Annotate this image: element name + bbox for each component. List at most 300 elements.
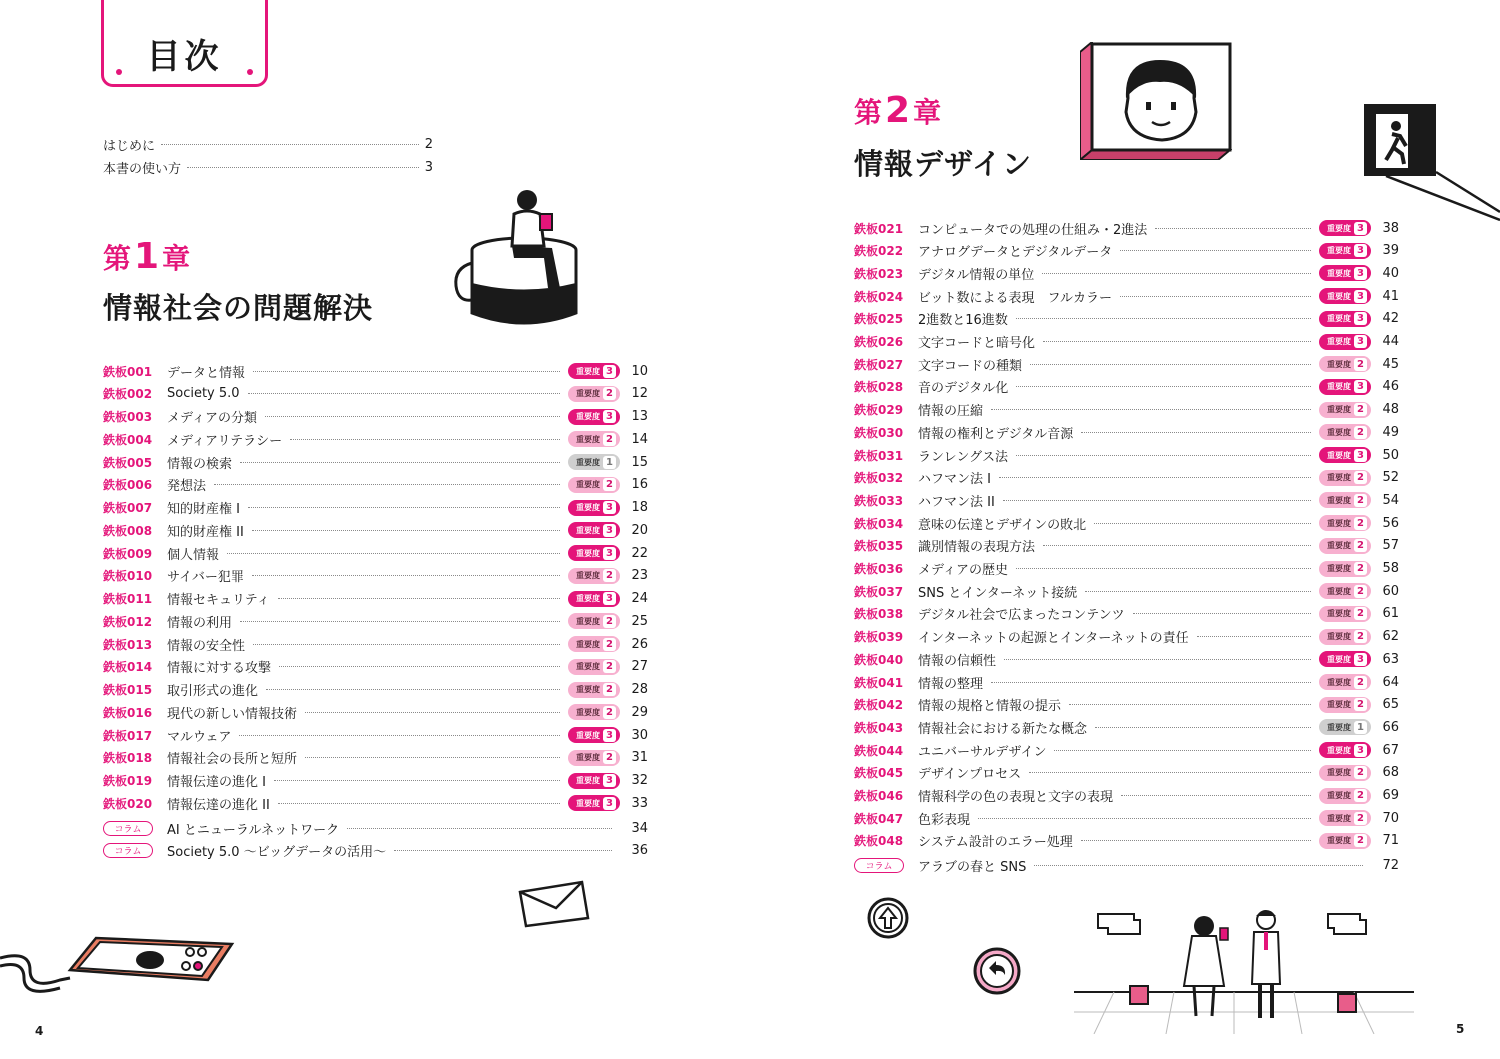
importance-badge: 重要度 3 xyxy=(1319,243,1371,259)
entry-page: 69 xyxy=(1382,788,1399,803)
column-page: 36 xyxy=(631,843,648,859)
entry-title: メディアの分類 xyxy=(167,411,257,426)
toc-entry[interactable] xyxy=(854,400,1399,420)
importance-level: 2 xyxy=(603,683,616,696)
leader-dots xyxy=(1094,523,1311,524)
entry-title: 情報の権利とデジタル音源 xyxy=(918,426,1074,442)
leader-dots xyxy=(1016,318,1311,319)
entry-code: 鉄板047 xyxy=(854,811,904,826)
entry-page: 66 xyxy=(1382,719,1399,735)
entry-code: 鉄板033 xyxy=(854,493,904,508)
entry-code: 鉄板028 xyxy=(854,380,904,395)
importance-badge: 重要度 3 xyxy=(1319,220,1371,236)
toc-entry[interactable] xyxy=(103,429,648,449)
importance-badge: 重要度 2 xyxy=(1319,833,1371,849)
importance-level: 2 xyxy=(1354,766,1367,779)
entry-title: インターネットの起源とインターネットの責任 xyxy=(918,631,1189,647)
importance-badge: 重要度 2 xyxy=(1319,810,1371,826)
entry-title: システム設計のエラー処理 xyxy=(918,835,1073,851)
toc-entry[interactable] xyxy=(854,717,1399,737)
importance-badge: 重要度 1 xyxy=(568,454,620,470)
importance-level: 3 xyxy=(1354,244,1367,257)
entry-page: 14 xyxy=(631,431,648,447)
entry-code: 鉄板043 xyxy=(854,720,904,735)
importance-level: 1 xyxy=(603,456,616,469)
toc-entry[interactable] xyxy=(103,543,648,563)
importance-level: 3 xyxy=(1354,449,1367,462)
importance-level: 3 xyxy=(1354,312,1367,325)
leader-dots xyxy=(187,167,419,168)
entry-code: 鉄板048 xyxy=(854,834,904,849)
entry-title: デジタル情報の単位 xyxy=(918,267,1035,283)
entry-title: デジタル社会で広まったコンテンツ xyxy=(918,608,1125,624)
toc-entry[interactable] xyxy=(103,657,648,677)
importance-level: 2 xyxy=(603,387,616,400)
entry-page: 62 xyxy=(1382,629,1399,645)
leader-dots xyxy=(253,644,560,645)
entry-code: 鉄板024 xyxy=(854,289,904,304)
page-title: 目次 xyxy=(146,37,223,77)
up-arrow-icon xyxy=(866,896,910,940)
importance-level: 2 xyxy=(1354,676,1367,689)
entry-title: コンピュータでの処理の仕組み・2進法 xyxy=(918,222,1148,238)
importance-level: 3 xyxy=(603,592,616,605)
entry-title: 情報に対する攻撃 xyxy=(167,661,272,677)
leader-dots xyxy=(1069,704,1311,705)
importance-level: 3 xyxy=(1354,744,1367,757)
importance-level: 2 xyxy=(603,569,616,582)
leader-dots xyxy=(1081,432,1311,433)
entry-title: 色彩表現 xyxy=(918,812,971,828)
importance-badge: 重要度 2 xyxy=(568,613,620,629)
importance-badge: 重要度 2 xyxy=(1319,674,1371,690)
entry-page: 24 xyxy=(631,591,648,606)
importance-badge: 重要度 2 xyxy=(1319,765,1371,781)
toc-entry[interactable] xyxy=(103,407,648,427)
importance-level: 2 xyxy=(1354,834,1367,847)
leader-dots xyxy=(1081,840,1311,841)
importance-badge: 重要度 2 xyxy=(1319,402,1371,418)
entry-code: 鉄板046 xyxy=(854,789,904,803)
importance-level: 3 xyxy=(603,797,616,810)
toc-entry[interactable] xyxy=(854,263,1399,283)
importance-badge: 重要度 2 xyxy=(1319,788,1371,804)
entry-title: ユニバーサルデザイン xyxy=(918,744,1047,760)
column-entry[interactable] xyxy=(103,818,648,838)
entry-code: 鉄板020 xyxy=(103,796,153,811)
importance-level: 3 xyxy=(603,365,616,378)
importance-level: 3 xyxy=(1354,653,1367,666)
entry-page: 29 xyxy=(631,704,648,720)
importance-badge: 重要度 3 xyxy=(1319,379,1371,395)
column-title: Society 5.0 ～ビッグデータの活用～ xyxy=(167,845,387,861)
importance-badge: 重要度 2 xyxy=(1319,697,1371,713)
entry-title: ランレングス法 xyxy=(918,449,1008,465)
column-entry[interactable] xyxy=(103,841,648,861)
leader-dots xyxy=(239,735,560,736)
leader-dots xyxy=(1043,341,1311,342)
leader-dots xyxy=(1121,795,1311,796)
entry-title: ビット数による表現 フルカラー xyxy=(918,290,1112,306)
toc-entry[interactable] xyxy=(103,361,648,381)
leader-dots xyxy=(991,409,1311,410)
leader-dots xyxy=(1016,455,1311,456)
entry-code: 鉄板035 xyxy=(854,539,904,554)
entry-page: 30 xyxy=(631,727,648,743)
toc-entry[interactable] xyxy=(854,695,1399,715)
importance-badge: 重要度 2 xyxy=(1319,629,1371,645)
toc-entry[interactable] xyxy=(854,354,1399,374)
toc-entry[interactable] xyxy=(854,377,1399,397)
toc-entry[interactable] xyxy=(854,309,1399,329)
entry-page: 26 xyxy=(631,636,648,652)
entry-page: 70 xyxy=(1382,810,1399,826)
entry-code: 鉄板008 xyxy=(103,523,153,538)
leader-dots xyxy=(347,828,612,829)
importance-badge: 重要度 2 xyxy=(568,568,620,584)
toc-entry[interactable] xyxy=(854,445,1399,465)
toc-entry[interactable] xyxy=(854,218,1399,238)
toc-entry[interactable] xyxy=(854,831,1399,851)
entry-title: アナログデータとデジタルデータ xyxy=(918,245,1113,261)
entry-page: 45 xyxy=(1382,356,1399,372)
importance-level: 2 xyxy=(1354,812,1367,825)
corner-dot xyxy=(247,69,253,75)
leader-dots xyxy=(1120,296,1311,297)
column-tag: コラム xyxy=(103,821,153,836)
entry-code: 鉄板023 xyxy=(854,266,904,281)
importance-level: 2 xyxy=(603,638,616,651)
entry-page: 48 xyxy=(1382,402,1399,418)
entry-title: SNS とインターネット接続 xyxy=(918,585,1078,601)
entry-page: 38 xyxy=(1382,220,1399,236)
entry-code: 鉄板038 xyxy=(854,607,904,622)
toc-entry[interactable] xyxy=(854,286,1399,306)
toc-entry[interactable] xyxy=(103,793,648,813)
toc-entry[interactable] xyxy=(854,536,1399,556)
entry-title: 個人情報 xyxy=(167,547,220,563)
entry-code: 鉄板029 xyxy=(854,403,904,418)
entry-page: 12 xyxy=(631,386,648,402)
entry-code: 鉄板010 xyxy=(103,569,153,584)
toc-entry[interactable] xyxy=(854,649,1399,669)
entry-page: 49 xyxy=(1382,424,1399,440)
toc-entry[interactable] xyxy=(103,748,648,768)
leader-dots xyxy=(1197,636,1311,637)
entry-title: 意味の伝達とデザインの敗北 xyxy=(918,517,1087,533)
leader-dots xyxy=(1120,250,1311,251)
entry-code: 鉄板003 xyxy=(103,410,153,424)
entry-page: 27 xyxy=(631,659,648,675)
leader-dots xyxy=(1095,727,1311,728)
entry-page: 10 xyxy=(631,363,648,379)
importance-badge: 重要度 2 xyxy=(1319,356,1371,372)
entry-code: 鉄板041 xyxy=(854,675,904,690)
leader-dots xyxy=(278,803,560,804)
importance-badge: 重要度 2 xyxy=(568,431,620,447)
importance-badge: 重要度 3 xyxy=(568,500,620,516)
entry-page: 41 xyxy=(1382,288,1399,304)
entry-code: 鉄板044 xyxy=(854,743,904,758)
importance-badge: 重要度 3 xyxy=(568,727,620,743)
importance-badge: 重要度 3 xyxy=(568,795,620,811)
leader-dots xyxy=(1042,273,1311,274)
intro-item[interactable] xyxy=(103,134,433,154)
entry-code: 鉄板034 xyxy=(854,516,904,531)
leader-dots xyxy=(252,530,560,531)
entry-page: 20 xyxy=(631,522,648,538)
importance-badge: 重要度 2 xyxy=(1319,515,1371,531)
toc-entry[interactable] xyxy=(103,680,648,700)
toc-entry[interactable] xyxy=(854,468,1399,488)
leader-dots xyxy=(1054,750,1311,751)
entry-code: 鉄板022 xyxy=(854,244,904,259)
column-entry[interactable] xyxy=(854,856,1399,876)
entry-page: 18 xyxy=(631,500,648,515)
leader-dots xyxy=(1034,865,1363,866)
importance-level: 3 xyxy=(1354,267,1367,280)
toc-entry[interactable] xyxy=(854,332,1399,352)
entry-page: 44 xyxy=(1382,334,1399,349)
entry-code: 鉄板018 xyxy=(103,751,153,766)
importance-level: 2 xyxy=(1354,494,1367,507)
entry-code: 鉄板014 xyxy=(103,660,153,675)
leader-dots xyxy=(1016,568,1311,569)
entry-title: 文字コードと暗号化 xyxy=(918,336,1036,351)
leader-dots xyxy=(999,477,1311,478)
leader-dots xyxy=(290,439,560,440)
entry-title: 文字コードの種類 xyxy=(918,358,1023,374)
entry-title: 知的財産権 I xyxy=(167,502,240,517)
entry-code: 鉄板032 xyxy=(854,471,904,486)
importance-level: 2 xyxy=(603,615,616,628)
entry-page: 68 xyxy=(1382,765,1399,781)
entry-page: 67 xyxy=(1382,742,1399,758)
importance-level: 3 xyxy=(1354,380,1367,393)
leader-dots xyxy=(227,553,560,554)
leader-dots xyxy=(214,484,560,485)
entry-page: 56 xyxy=(1382,515,1399,531)
importance-level: 3 xyxy=(603,774,616,787)
leader-dots xyxy=(265,416,560,417)
entry-title: 情報科学の色の表現と文字の表現 xyxy=(918,790,1114,805)
toc-entry[interactable] xyxy=(854,740,1399,760)
intro-item[interactable] xyxy=(103,157,433,177)
importance-badge: 重要度 2 xyxy=(568,477,620,493)
importance-badge: 重要度 3 xyxy=(1319,334,1371,350)
importance-badge: 重要度 3 xyxy=(568,591,620,607)
importance-badge: 重要度 3 xyxy=(568,409,620,425)
return-arrow-icon xyxy=(972,946,1022,996)
entry-page: 15 xyxy=(631,454,648,470)
envelope-icon xyxy=(512,880,592,930)
entry-page: 32 xyxy=(631,773,648,788)
chapter2-label: 第2 章 xyxy=(854,90,942,131)
entry-page: 23 xyxy=(631,568,648,584)
entry-code: 鉄板013 xyxy=(103,637,153,652)
importance-level: 2 xyxy=(1354,471,1367,484)
toc-entry[interactable] xyxy=(854,786,1399,806)
toc-entry[interactable] xyxy=(103,566,648,586)
entry-page: 28 xyxy=(631,682,648,697)
importance-level: 2 xyxy=(603,433,616,446)
importance-badge: 重要度 3 xyxy=(568,773,620,789)
toc-entry[interactable] xyxy=(103,702,648,722)
importance-level: 2 xyxy=(1354,426,1367,439)
toc-entry[interactable] xyxy=(854,763,1399,783)
importance-level: 2 xyxy=(1354,698,1367,711)
importance-badge: 重要度 1 xyxy=(1319,719,1371,735)
corner-dot xyxy=(116,69,122,75)
importance-badge: 重要度 2 xyxy=(568,386,620,402)
toc-entry[interactable] xyxy=(103,771,648,791)
importance-level: 2 xyxy=(1354,403,1367,416)
toc-entry[interactable] xyxy=(854,513,1399,533)
toc-entry[interactable] xyxy=(103,498,648,518)
toc-entry[interactable] xyxy=(103,611,648,631)
chapter1-name: 情報社会の問題解決 xyxy=(103,291,374,325)
importance-badge: 重要度 2 xyxy=(568,750,620,766)
entry-page: 13 xyxy=(631,409,648,424)
importance-badge: 重要度 2 xyxy=(1319,606,1371,622)
entry-code: 鉄板005 xyxy=(103,455,153,470)
toc-entry[interactable] xyxy=(854,559,1399,579)
leader-dots xyxy=(248,507,560,508)
entry-title: 情報伝達の進化 I xyxy=(167,775,266,790)
toc-entry[interactable] xyxy=(854,422,1399,442)
leader-dots xyxy=(1004,659,1311,660)
entry-code: 鉄板031 xyxy=(854,448,904,463)
importance-level: 3 xyxy=(603,729,616,742)
chapter1-label: 第1 章 xyxy=(103,236,191,277)
leader-dots xyxy=(278,598,560,599)
column-page: 72 xyxy=(1382,858,1399,874)
importance-level: 2 xyxy=(603,660,616,673)
chapter2-name: 情報デザイン xyxy=(854,147,1032,181)
toc-entry[interactable] xyxy=(103,452,648,472)
importance-badge: 重要度 2 xyxy=(568,636,620,652)
importance-badge: 重要度 3 xyxy=(1319,311,1371,327)
entry-code: 鉄板045 xyxy=(854,766,904,781)
entry-title: 情報の利用 xyxy=(167,615,233,631)
entry-code: 鉄板017 xyxy=(103,728,153,743)
entry-code: 鉄板019 xyxy=(103,774,153,788)
entry-title: 情報の規格と情報の提示 xyxy=(918,699,1062,715)
intro-page: 3 xyxy=(424,159,433,175)
entry-code: 鉄板042 xyxy=(854,698,904,713)
leader-dots xyxy=(279,666,560,667)
leader-dots xyxy=(266,689,560,690)
importance-badge: 重要度 2 xyxy=(568,682,620,698)
importance-badge: 重要度 2 xyxy=(1319,492,1371,508)
toc-entry[interactable] xyxy=(854,490,1399,510)
toc-entry[interactable] xyxy=(103,520,648,540)
importance-level: 2 xyxy=(603,478,616,491)
intro-label: はじめに xyxy=(103,138,156,154)
entry-title: 取引形式の進化 xyxy=(167,684,259,699)
entry-page: 50 xyxy=(1382,447,1399,463)
toc-entry[interactable] xyxy=(854,241,1399,261)
toc-header-box xyxy=(101,0,268,87)
entry-title: マルウェア xyxy=(167,729,232,745)
entry-page: 16 xyxy=(631,477,648,493)
entry-page: 52 xyxy=(1382,470,1399,486)
page-number-left: 4 xyxy=(35,1024,44,1038)
pixel-face-illustration xyxy=(1080,42,1232,160)
importance-level: 2 xyxy=(1354,789,1367,802)
leader-dots xyxy=(978,818,1311,819)
importance-level: 3 xyxy=(1354,335,1367,348)
column-title: アラブの春と SNS xyxy=(918,860,1027,876)
toc-entry[interactable] xyxy=(854,627,1399,647)
entry-code: 鉄板009 xyxy=(103,546,153,561)
toc-entry[interactable] xyxy=(854,672,1399,692)
students-illustration xyxy=(1074,906,1414,1034)
importance-badge: 重要度 2 xyxy=(1319,561,1371,577)
importance-badge: 重要度 3 xyxy=(1319,288,1371,304)
importance-badge: 重要度 2 xyxy=(1319,470,1371,486)
entry-title: 2進数と16進数 xyxy=(918,313,1008,329)
entry-code: 鉄板012 xyxy=(103,614,153,629)
entry-title: データと情報 xyxy=(167,365,246,381)
importance-badge: 重要度 3 xyxy=(1319,742,1371,758)
importance-badge: 重要度 2 xyxy=(568,659,620,675)
toc-entry[interactable] xyxy=(103,725,648,745)
entry-title: メディアリテラシー xyxy=(167,433,283,449)
importance-badge: 重要度 2 xyxy=(1319,538,1371,554)
toc-entry[interactable] xyxy=(854,581,1399,601)
importance-level: 2 xyxy=(1354,517,1367,530)
importance-badge: 重要度 3 xyxy=(1319,265,1371,281)
importance-level: 3 xyxy=(603,547,616,560)
importance-level: 3 xyxy=(603,410,616,423)
entry-code: 鉄板026 xyxy=(854,335,904,349)
entry-code: 鉄板002 xyxy=(103,387,153,402)
toc-entry[interactable] xyxy=(103,475,648,495)
entry-title: 情報セキュリティ xyxy=(167,593,270,608)
leader-dots xyxy=(991,682,1311,683)
column-title: AI とニューラルネットワーク xyxy=(167,822,340,838)
entry-code: 鉄板006 xyxy=(103,478,153,493)
entry-page: 57 xyxy=(1382,538,1399,554)
entry-code: 鉄板037 xyxy=(854,584,904,599)
leader-dots xyxy=(1133,613,1311,614)
entry-code: 鉄板030 xyxy=(854,425,904,440)
entry-title: メディアの歴史 xyxy=(918,563,1008,578)
toc-entry[interactable] xyxy=(103,589,648,609)
person-on-mug-illustration xyxy=(452,188,582,328)
leader-dots xyxy=(1030,364,1311,365)
importance-badge: 重要度 3 xyxy=(568,522,620,538)
entry-code: 鉄板027 xyxy=(854,357,904,372)
entry-page: 42 xyxy=(1382,311,1399,327)
leader-dots xyxy=(253,371,560,372)
intro-page: 2 xyxy=(424,136,433,152)
entry-code: 鉄板040 xyxy=(854,652,904,667)
intro-label: 本書の使い方 xyxy=(103,161,182,177)
toc-entry[interactable] xyxy=(103,384,648,404)
importance-level: 3 xyxy=(603,501,616,514)
toc-entry[interactable] xyxy=(103,634,648,654)
toc-entry[interactable] xyxy=(854,808,1399,828)
importance-level: 2 xyxy=(1354,607,1367,620)
entry-page: 65 xyxy=(1382,697,1399,713)
toc-entry[interactable] xyxy=(854,604,1399,624)
importance-level: 2 xyxy=(603,751,616,764)
entry-page: 71 xyxy=(1382,833,1399,849)
leader-dots xyxy=(305,712,560,713)
entry-code: 鉄板007 xyxy=(103,501,153,515)
